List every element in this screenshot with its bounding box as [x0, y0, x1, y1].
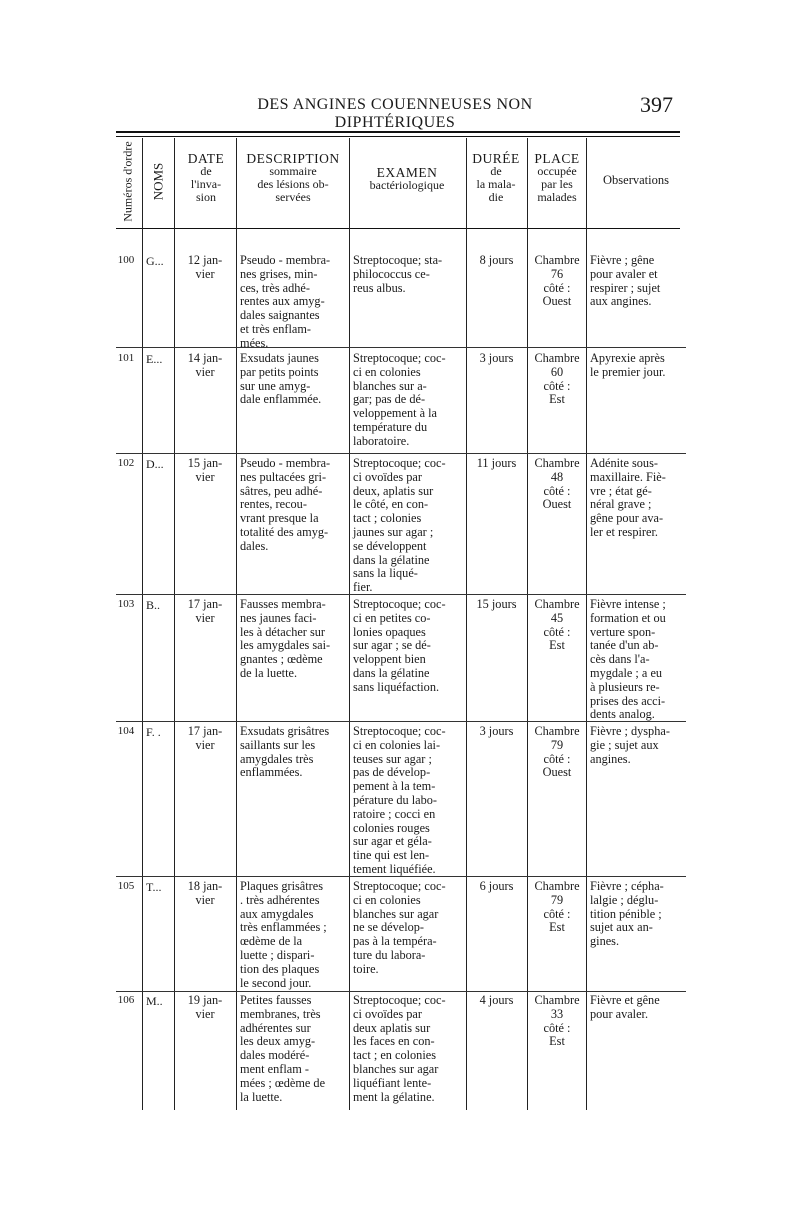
cell-line: ture du labora-: [353, 947, 426, 962]
cell-line: les à détacher sur: [240, 624, 326, 639]
cell-line: Fièvre ; cépha-: [590, 879, 664, 893]
cell-date: [176, 352, 234, 380]
cell-line: 45: [550, 610, 564, 625]
col-header-obs: [588, 174, 684, 187]
cell-line: et très enflam-: [240, 321, 312, 336]
cell-line: nes jaunes faci-: [240, 610, 317, 625]
col-header-desc-l1: DESCRIPTION: [246, 151, 340, 166]
col-header-exam-l2: bactériologique: [369, 178, 445, 192]
cell-line: vier: [195, 610, 215, 625]
cell-line: vier: [195, 469, 215, 484]
cell-line: rentes aux amyg-: [240, 294, 325, 309]
patient-name: M..: [146, 994, 163, 1008]
cell-line: ci en colonies: [353, 364, 421, 379]
cell-date: [176, 880, 234, 908]
patient-name: G...: [146, 254, 164, 268]
cell-line: dents analog.: [590, 707, 655, 722]
cell-line: Adénite sous-: [590, 456, 658, 470]
cell-line: respirer ; sujet: [590, 280, 661, 295]
cell-line: Apyrexie après: [590, 351, 665, 365]
cell-line: tion des plaques: [240, 961, 320, 976]
cell-line: 17 jan-: [187, 724, 223, 738]
patient-name: B..: [146, 598, 161, 612]
cell-line: côté :: [543, 751, 571, 766]
cell-line: par petits points: [240, 364, 319, 379]
cell-line: Chambre: [534, 879, 580, 893]
col-header-exam: [350, 166, 464, 192]
cell-place: [529, 994, 585, 1049]
cell-place: [529, 598, 585, 653]
row-number: 100: [117, 254, 135, 266]
cell-duree: 11 jours: [476, 456, 517, 470]
cell-desc: [240, 254, 346, 351]
cell-line: 76: [550, 266, 564, 281]
cell-line: aux amygdales: [240, 906, 314, 921]
cell-line: 48: [550, 469, 564, 484]
cell-line: Chambre: [534, 993, 580, 1007]
cell-line: la luette.: [240, 1089, 283, 1104]
cell-line: dale enflammée.: [240, 392, 322, 407]
cell-line: vier: [195, 1006, 215, 1021]
cell-line: gêne pour ava-: [590, 511, 664, 526]
cell-line: Fausses membra-: [240, 597, 326, 611]
cell-line: Est: [549, 920, 565, 935]
col-header-date-l1: DATE: [187, 151, 225, 166]
cell-line: dans la gélatine: [353, 552, 430, 567]
patient-name: F. .: [146, 725, 161, 739]
cell-line: Ouest: [542, 765, 572, 780]
row-separator: [116, 991, 686, 992]
cell-date: [176, 994, 234, 1022]
col-header-date-l4: sion: [195, 190, 216, 204]
cell-line: Streptocoque; coc-: [353, 724, 446, 738]
cell-line: blanches sur agar: [353, 906, 439, 921]
cell-obs: [590, 352, 684, 380]
col-header-name-text: NOMS: [150, 162, 166, 201]
cell-line: adhérentes sur: [240, 1020, 311, 1035]
cell-duree: 4 jours: [479, 993, 514, 1007]
cell-line: tine qui est len-: [353, 848, 430, 863]
cell-line: prises des acci-: [590, 693, 666, 708]
cell-line: nes grises, min-: [240, 266, 318, 281]
page-number: 397: [640, 92, 673, 117]
cell-line: sâtres, peu adhé-: [240, 483, 323, 498]
cell-exam: [353, 994, 463, 1104]
cell-line: pement à la tem-: [353, 779, 436, 794]
cell-line: côté :: [543, 280, 571, 295]
cell-line: tition pénible ;: [590, 906, 662, 921]
cell-line: pérature du labo-: [353, 792, 437, 807]
cell-line: Streptocoque; coc-: [353, 993, 446, 1007]
cell-line: pour avaler et: [590, 266, 658, 281]
cell-line: laboratoire.: [353, 433, 410, 448]
col-divider: [236, 138, 237, 1110]
cell-line: 18 jan-: [187, 879, 223, 893]
cell-line: Est: [549, 392, 565, 407]
cell-line: le côté, en con-: [353, 497, 429, 512]
row-number: 103: [117, 598, 135, 610]
patient-name: E...: [146, 352, 163, 366]
cell-line: blanches sur a-: [353, 378, 427, 393]
cell-line: vrant presque la: [240, 511, 319, 526]
cell-obs: [590, 880, 684, 949]
cell-line: aux angines.: [590, 294, 652, 309]
cell-line: vier: [195, 266, 215, 281]
cell-line: rentes, recou-: [240, 497, 307, 512]
col-header-place-l3: par les: [541, 177, 573, 191]
cell-obs: [590, 254, 684, 309]
cell-line: très enflammées ;: [240, 920, 327, 935]
cell-line: dales modéré-: [240, 1048, 310, 1063]
cell-line: Chambre: [534, 724, 580, 738]
cell-exam: [353, 352, 463, 449]
cell-line: 12 jan-: [187, 253, 223, 267]
cell-line: veloppent bien: [353, 652, 426, 667]
cell-line: ne se dévelop-: [353, 920, 425, 935]
cell-line: gar; pas de dé-: [353, 392, 426, 407]
cell-line: ci en petites co-: [353, 610, 431, 625]
cell-line: Chambre: [534, 351, 580, 365]
row-number: 106: [117, 994, 135, 1006]
cell-line: côté :: [543, 906, 571, 921]
cell-line: ci en colonies lai-: [353, 737, 441, 752]
cell-line: Plaques grisâtres: [240, 879, 323, 893]
col-header-date: [176, 152, 236, 204]
cell-line: Ouest: [542, 497, 572, 512]
cell-line: Petites fausses: [240, 993, 312, 1007]
cell-desc: [240, 352, 346, 407]
cell-line: Streptocoque; sta-: [353, 253, 443, 267]
cell-line: teuses sur agar ;: [353, 751, 432, 766]
cell-desc: [240, 457, 346, 554]
col-divider: [349, 138, 350, 1110]
row-separator: [116, 453, 686, 454]
col-divider: [142, 138, 143, 1110]
cell-line: Exsudats grisâtres: [240, 724, 330, 738]
cell-line: 14 jan-: [187, 351, 223, 365]
col-header-duree-l3: la mala-: [476, 177, 516, 191]
cell-line: à plusieurs re-: [590, 679, 660, 694]
patient-name: D...: [146, 457, 164, 471]
cell-desc: [240, 725, 346, 780]
cell-exam: [353, 880, 463, 977]
cell-line: les faces en con-: [353, 1034, 435, 1049]
col-header-place: [528, 152, 586, 204]
top-rule-thin: [116, 136, 680, 137]
cell-line: vier: [195, 737, 215, 752]
cell-line: Fièvre ; gêne: [590, 253, 655, 267]
cell-line: mées.: [240, 335, 269, 350]
cell-line: Pseudo - membra-: [240, 253, 331, 267]
cell-date: [176, 254, 234, 282]
cell-line: ler et respirer.: [590, 524, 658, 539]
cell-line: pas de dévelop-: [353, 765, 431, 780]
row-separator: [116, 347, 686, 348]
cell-line: sur agar et géla-: [353, 834, 432, 849]
cell-line: sur une amyg-: [240, 378, 311, 393]
cell-line: Chambre: [534, 253, 580, 267]
cell-line: côté :: [543, 483, 571, 498]
cell-line: 60: [550, 364, 564, 379]
cell-place: [529, 725, 585, 780]
col-header-desc-l3: des lésions ob-: [257, 177, 329, 191]
cell-line: vre ; état gé-: [590, 483, 652, 498]
cell-line: Pseudo - membra-: [240, 456, 331, 470]
col-header-desc-l4: servées: [275, 190, 311, 204]
col-header-place-l1: PLACE: [534, 151, 580, 166]
cell-line: ci ovoïdes par: [353, 1006, 422, 1021]
cell-line: toire.: [353, 961, 379, 976]
cell-line: ment enflam -: [240, 1061, 309, 1076]
cell-line: Chambre: [534, 456, 580, 470]
cell-line: 19 jan-: [187, 993, 223, 1007]
col-header-place-l4: malades: [537, 190, 577, 204]
cell-line: ci ovoïdes par: [353, 469, 422, 484]
cell-exam: [353, 457, 463, 595]
cell-desc: [240, 880, 346, 990]
cell-line: gie ; sujet aux: [590, 737, 659, 752]
cell-line: deux, aplatis sur: [353, 483, 434, 498]
cell-exam: [353, 254, 463, 295]
cell-line: ci en colonies: [353, 892, 421, 907]
col-header-place-l2: occupée: [537, 164, 577, 178]
cell-line: fier.: [353, 580, 373, 595]
col-header-duree: [466, 152, 526, 204]
cell-line: se développent: [353, 538, 427, 553]
cell-line: tement liquéfiée.: [353, 861, 436, 876]
col-header-desc-l2: sommaire: [269, 164, 317, 178]
cell-line: verture spon-: [590, 624, 656, 639]
cell-exam: [353, 725, 463, 877]
cell-line: le premier jour.: [590, 364, 666, 379]
cell-line: néral grave ;: [590, 497, 652, 512]
cell-line: côté :: [543, 1020, 571, 1035]
cell-line: de la luette.: [240, 665, 298, 680]
header-bottom-rule: [116, 228, 680, 229]
cell-line: le second jour.: [240, 975, 312, 990]
col-header-name: [152, 142, 165, 222]
cell-duree: 15 jours: [476, 597, 517, 611]
cell-line: dales.: [240, 538, 269, 553]
cell-obs: [590, 598, 684, 722]
col-header-duree-l1: DURÉE: [472, 151, 520, 166]
col-divider: [174, 138, 175, 1110]
cell-line: côté :: [543, 624, 571, 639]
cell-line: deux aplatis sur: [353, 1020, 431, 1035]
cell-line: ment la gélatine.: [353, 1089, 435, 1104]
col-header-num-text: Numéros d'ordre: [120, 141, 135, 222]
cell-line: totalité des amyg-: [240, 524, 329, 539]
cell-line: mées ; œdème de: [240, 1075, 326, 1090]
col-header-date-l3: l'inva-: [190, 177, 222, 191]
cell-exam: [353, 598, 463, 695]
cell-line: maxillaire. Fiè-: [590, 469, 666, 484]
cell-line: blanches sur agar: [353, 1061, 439, 1076]
cell-obs: [590, 725, 684, 766]
cell-line: dans la gélatine: [353, 665, 430, 680]
cell-line: œdème de la: [240, 934, 303, 949]
cell-line: angines.: [590, 751, 631, 766]
cell-line: tanée d'un ab-: [590, 638, 659, 653]
col-header-num: [122, 132, 135, 232]
cell-line: mygdale ; a eu: [590, 665, 663, 680]
cell-line: Chambre: [534, 597, 580, 611]
cell-line: cès dans l'a-: [590, 652, 650, 667]
cell-line: Est: [549, 1034, 565, 1049]
cell-place: [529, 352, 585, 407]
col-header-date-l2: de: [200, 164, 212, 178]
cell-line: vier: [195, 364, 215, 379]
cell-obs: [590, 457, 684, 540]
cell-line: les deux amyg-: [240, 1034, 316, 1049]
cell-line: les amygdales sai-: [240, 638, 331, 653]
top-rule: [116, 131, 680, 133]
cell-line: vier: [195, 892, 215, 907]
cell-line: lonies opaques: [353, 624, 426, 639]
cell-line: côté :: [543, 378, 571, 393]
cell-line: dales saignantes: [240, 308, 320, 323]
cell-line: tact ; en colonies: [353, 1048, 436, 1063]
cell-line: sans liquéfaction.: [353, 679, 440, 694]
row-number: 105: [117, 880, 135, 892]
cell-line: formation et ou: [590, 610, 666, 625]
cell-line: Exsudats jaunes: [240, 351, 319, 365]
cell-place: [529, 880, 585, 935]
cell-line: sans la liqué-: [353, 566, 418, 581]
col-header-duree-l4: die: [488, 190, 504, 204]
cell-line: ces, très adhé-: [240, 280, 310, 295]
cell-line: membranes, très: [240, 1006, 321, 1021]
cell-line: Fièvre et gêne: [590, 993, 660, 1007]
cell-line: luette ; dispari-: [240, 947, 315, 962]
cell-line: Est: [549, 638, 565, 653]
cell-line: Fièvre intense ;: [590, 597, 666, 611]
cell-line: veloppement à la: [353, 406, 437, 421]
cell-duree: 3 jours: [479, 724, 514, 738]
cell-place: [529, 457, 585, 512]
cell-line: Ouest: [542, 294, 572, 309]
col-header-desc: [238, 152, 348, 204]
cell-line: sujet aux an-: [590, 920, 653, 935]
cell-duree: 3 jours: [479, 351, 514, 365]
cell-line: 17 jan-: [187, 597, 223, 611]
cell-line: reus albus.: [353, 280, 406, 295]
cell-place: [529, 254, 585, 309]
cell-desc: [240, 598, 346, 681]
patient-name: T...: [146, 880, 162, 894]
col-header-duree-l2: de: [490, 164, 502, 178]
cell-line: sur agar ; se dé-: [353, 638, 431, 653]
cell-line: nes pultacées gri-: [240, 469, 327, 484]
col-divider: [586, 138, 587, 1110]
cell-line: pour avaler.: [590, 1006, 649, 1021]
cell-line: pas à la tempéra-: [353, 934, 437, 949]
cell-line: gines.: [590, 934, 620, 949]
cell-desc: [240, 994, 346, 1104]
cell-line: 79: [550, 737, 564, 752]
cell-line: ratoire ; cocci en: [353, 806, 436, 821]
cell-line: Streptocoque; coc-: [353, 597, 446, 611]
row-number: 104: [117, 725, 135, 737]
col-divider: [527, 138, 528, 1110]
cell-line: philococcus ce-: [353, 266, 430, 281]
cell-line: 33: [550, 1006, 564, 1021]
cell-line: jaunes sur agar ;: [353, 524, 434, 539]
cell-line: . très adhérentes: [240, 892, 320, 907]
cell-line: lalgie ; déglu-: [590, 892, 659, 907]
cell-line: colonies rouges: [353, 820, 430, 835]
cell-date: [176, 457, 234, 485]
cell-date: [176, 725, 234, 753]
cell-line: Fièvre ; dyspha-: [590, 724, 670, 738]
col-header-obs-text: Observations: [603, 173, 669, 187]
cell-line: température du: [353, 419, 428, 434]
cell-obs: [590, 994, 684, 1022]
cell-line: enflammées.: [240, 765, 303, 780]
cell-line: gnantes ; œdème: [240, 652, 323, 667]
cell-duree: 6 jours: [479, 879, 514, 893]
running-head: DES ANGINES COUENNEUSES NON DIPHTÉRIQUES: [257, 96, 533, 131]
cell-line: amygdales très: [240, 751, 314, 766]
cell-line: Streptocoque; coc-: [353, 456, 446, 470]
col-header-exam-l1: EXAMEN: [376, 165, 438, 180]
cell-line: saillants sur les: [240, 737, 316, 752]
cell-line: 79: [550, 892, 564, 907]
col-divider: [466, 138, 467, 1110]
cell-line: Streptocoque; coc-: [353, 879, 446, 893]
cell-line: 15 jan-: [187, 456, 223, 470]
cell-line: Streptocoque; coc-: [353, 351, 446, 365]
cell-line: liquéfiant lente-: [353, 1075, 432, 1090]
cell-date: [176, 598, 234, 626]
cell-duree: 8 jours: [479, 253, 514, 267]
row-number: 102: [117, 457, 135, 469]
row-number: 101: [117, 352, 135, 364]
cell-line: tact ; colonies: [353, 511, 422, 526]
